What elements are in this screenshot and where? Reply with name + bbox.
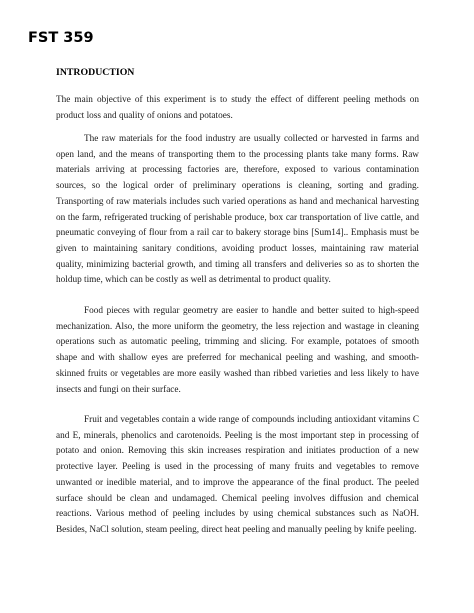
paragraph-peeling: Fruit and vegetables contain a wide range of compounds including antioxidant vitamins C and E, minerals, phenolics and carotenoids. Peeling is the most important step in processing of potato and onion. Removing this skin increases respiration and initiates production of a new protective layer. Peeling is used in the processing of many fruits and vegetables to remove unwanted or inedible material, and to improve the appearance of the final product. The peeled surface should be clean and undamaged. Chemical peeling involves diffusion and chemical reactions. Various method of peeling includes by using chemical substances such as NaOH. Besides, NaCl solution, steam peeling, direct heat peeling and manually peeling by knife peeling. (56, 415, 419, 535)
section-heading-introduction: INTRODUCTION (56, 67, 135, 78)
paragraph-raw-materials: The raw materials for the food industry are usually collected or harvested in farms and open land, and the means of transporting them to the processing plants take many forms. Raw materials arriving at processing factories are, therefore, exposed to various contamination sources, so the logical order of preliminary operations is cleaning, sorting and grading. Transporting of raw materials includes such varied operations as hand and mechanical harvesting on the farm, refrigerated trucking of perishable produce, box car transportation of live cattle, and pneumatic conveying of flour from a rail car to bakery storage bins [Sum14].. Emphasis must be given to maintaining sanitary conditions, avoiding product losses, maintaining raw material quality, minimizing bacterial growth, and timing all transfers and deliveries so as to shorten the holdup time, which can be costly as well as detrimental to product quality. (56, 134, 419, 286)
document-title: FST 359 (28, 30, 94, 46)
paragraph-food-geometry: Food pieces with regular geometry are easier to handle and better suited to high-speed mechanization. Also, the more uniform the geometry, the less rejection and wastage in cleaning operations such as automatic peeling, trimming and slicing. For example, potatoes of smooth shape and with shallow eyes are preferred for mechanical peeling and washing, and smooth-skinned fruits or vegetables are more easily washed than ribbed varieties and less likely to have insects and fungi on their surface. (56, 306, 419, 395)
paragraph-objective: The main objective of this experiment is to study the effect of different peeling methods on product loss and quality of onions and potatoes. (56, 95, 419, 121)
